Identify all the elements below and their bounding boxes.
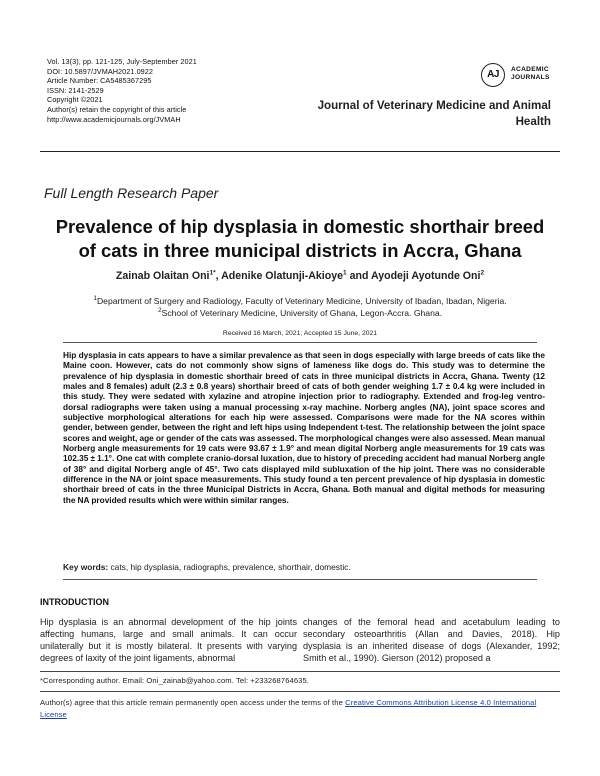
journal-url[interactable]: http://www.academicjournals.org/JVMAH [47, 114, 181, 124]
license-divider [40, 691, 560, 692]
copyright: Copyright ©2021 [47, 95, 103, 105]
volume-info: Vol. 13(3), pp. 121-125, July-September 2021 [47, 57, 197, 66]
introduction-column-right: changes of the femoral head and acetabulum leading to secondary osteoarthritis (Allan and Davies, 2018). Hip dysplasia is an inherited disease of dogs (Alexander, 1992; Smith et al., 1990). Gierson (2012) proposed a [303, 617, 560, 663]
logo-line-1: ACADEMIC [511, 66, 549, 73]
author-affiliation-mark: 1 [343, 269, 347, 277]
received-accepted-dates: Received 16 March, 2021; Accepted 15 June, 2021 [222, 330, 378, 337]
article-number: Article Number: CA5485367295 [47, 76, 152, 86]
title-line-1: Prevalence of hip dysplasia in domestic shorthair breed [55, 216, 545, 237]
introduction-heading: INTRODUCTION [40, 597, 109, 607]
rights-statement: Author(s) retain the copyright of this article [47, 104, 187, 114]
abstract-bottom-divider [63, 579, 537, 580]
license-text: Author(s) agree that this article remain permanently open access under the terms of the [40, 698, 346, 707]
author-separator: and [346, 270, 371, 282]
paper-title [40, 215, 560, 263]
author-separator: , [215, 270, 222, 282]
affiliation-2 [40, 307, 560, 319]
affiliation-mark: 2 [157, 307, 162, 315]
keywords [63, 562, 543, 572]
author-affiliation-mark: 2 [480, 269, 485, 277]
affiliation-text: School of Veterinary Medicine, University of Ghana, Legon-Accra. Ghana. [161, 308, 443, 318]
keywords-text: cats, hip dysplasia, radiographs, prevalence, shorthair, domestic. [108, 562, 351, 572]
issn: ISSN: 2141-2529 [47, 85, 104, 95]
journal-title-line-1: Journal of Veterinary Medicine and Animal [317, 99, 551, 112]
affiliation-text: Department of Surgery and Radiology, Faculty of Veterinary Medicine, University of Ibadan, Ibadan, Nigeria. [96, 296, 507, 306]
article-metadata [47, 57, 197, 124]
affiliation-mark: 1 [93, 295, 97, 303]
affiliation-1 [40, 295, 560, 307]
corresponding-author: *Corresponding author. Email: Oni_zainab@yahoo.com. Tel: +233268764635. [40, 676, 310, 685]
author-name: Ayodeji Ayotunde Oni [370, 270, 481, 282]
doi: DOI: 10.5897/JVMAH2021.0922 [47, 66, 154, 76]
keywords-label: Key words: [63, 562, 109, 572]
abstract-text: Hip dysplasia in cats appears to have a similar prevalence as that seen in dogs especially with large breeds of cats like the Maine coon. However, cats do not commonly show signs of lameness like dogs do. This study was to determine the prevalence of hip dysplasia in domestic shorthair breed of cats in three municipal districts in Accra, Ghana. Twenty (12 males and 8 females) adult (2.3 ± 0.8 years) shorthair breed of cats of both gender weighing 1.7 ± 0.4 kg were included in this study. They were sedated with xylazine and atropine injection prior to radiography. Extended and frog-leg ventro-dorsal radiographs were taken using a manual processing x-ray machine. Norberg angles (NA), joint space scores and subjective morphological alterations for each hip were assessed. Comparisons were made for the NA scores within gender, between gender, between the right and left hips using Independent t-test. The relationship between the joint space scores and weight, age or gender of the cats was assessed. The morphological changes were also assessed. Mean manual Norberg angle measurements for 19 cats were 93.67 ± 1.9° and mean digital Norberg angle measurements for 19 cats was 102.35 ± 1.1°. One cat with complete cranio-dorsal luxation, due to history of preceding accident had manual Norberg angle of 38° and digital Norberg angle of 45°. Two cats displayed mild subluxation of the hip joint. There was no considerable difference in the NA or joint space measurements. This study found a ten percent prevalence of hip dysplasia in domestic shorthair breed of cats in the three Municipal Districts in Accra, Ghana. Both manual and digital methods for measuring the NA provided results which were within similar ranges. [63, 350, 545, 505]
logo-line-2: JOURNALS [511, 74, 550, 81]
author-name: Zainab Olaitan Oni [115, 270, 210, 282]
aj-logo-icon: AJ [481, 63, 505, 87]
abstract-top-divider [63, 342, 537, 343]
footnote-divider [40, 671, 560, 672]
author-affiliation-mark: 1* [209, 269, 216, 277]
academic-journals-logo [481, 63, 591, 91]
introduction-column-left: Hip dysplasia is an abnormal development of the hip joints affecting humans, large and small animals. It can occur unilaterally but it is mostly bilateral. It presents with varying degrees of laxity of the joint ligaments, abnormal [40, 617, 297, 663]
title-line-2: of cats in three municipal districts in Accra, Ghana [78, 240, 522, 261]
logo-wordmark [511, 66, 550, 82]
paper-type: Full Length Research Paper [44, 185, 219, 201]
author-list [40, 270, 560, 282]
journal-title-line-2: Health [515, 114, 551, 128]
header-divider [40, 151, 560, 152]
author-name: Adenike Olatunji-Akioye [221, 270, 344, 282]
license-statement [40, 697, 560, 721]
affiliations [40, 295, 560, 319]
journal-title [281, 98, 551, 129]
license-link[interactable]: Creative Commons Attribution License 4.0 International License [40, 698, 537, 719]
